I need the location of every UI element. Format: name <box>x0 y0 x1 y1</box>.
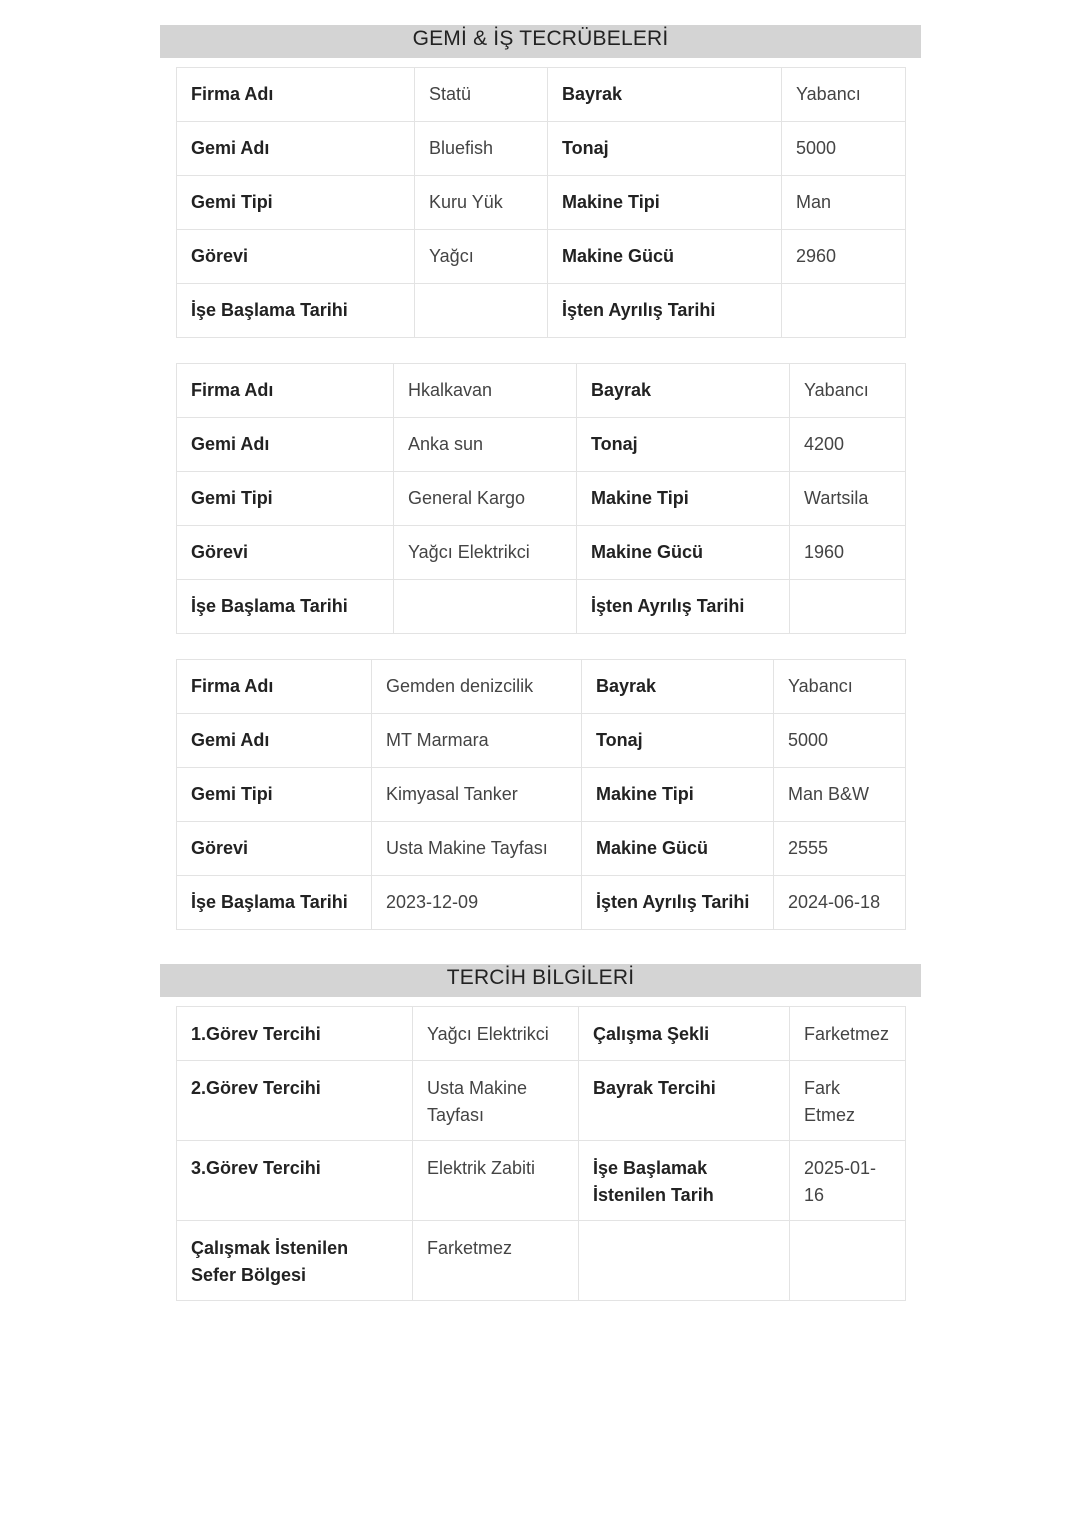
table-row <box>177 1221 906 1301</box>
table-row <box>177 1007 906 1061</box>
tonaj-value: 5000 <box>774 714 906 768</box>
table-row <box>177 418 906 472</box>
makine-gucu-value: 2960 <box>782 230 906 284</box>
table-row <box>177 122 906 176</box>
pref-label-1: 1.Görev Tercihi <box>177 1007 413 1061</box>
pref-value-2 <box>790 1221 906 1301</box>
gorevi-value: Usta Makine Tayfası <box>372 822 582 876</box>
gemi-adi-label: Gemi Adı <box>177 714 372 768</box>
tonaj-label: Tonaj <box>582 714 774 768</box>
pref-label-2 <box>579 1221 790 1301</box>
tonaj-label: Tonaj <box>577 418 790 472</box>
gemi-tipi-label: Gemi Tipi <box>177 176 415 230</box>
ayrilis-label: İşten Ayrılış Tarihi <box>582 876 774 930</box>
makine-tipi-value: Man B&W <box>774 768 906 822</box>
firma-value: Statü <box>415 68 548 122</box>
ayrilis-label: İşten Ayrılış Tarihi <box>577 580 790 634</box>
pref-value-2: Farketmez <box>790 1007 906 1061</box>
makine-gucu-value: 1960 <box>790 526 906 580</box>
experience-table-3 <box>176 659 906 930</box>
experience-table-1 <box>176 67 906 338</box>
makine-gucu-label: Makine Gücü <box>582 822 774 876</box>
baslama-value: 2023-12-09 <box>372 876 582 930</box>
gemi-adi-label: Gemi Adı <box>177 122 415 176</box>
table-row <box>177 714 906 768</box>
pref-value-1: Yağcı Elektrikci <box>413 1007 579 1061</box>
gemi-adi-value: Anka sun <box>394 418 577 472</box>
baslama-value <box>415 284 548 338</box>
baslama-label: İşe Başlama Tarihi <box>177 580 394 634</box>
gemi-adi-label: Gemi Adı <box>177 418 394 472</box>
table-row <box>177 580 906 634</box>
pref-value-2: 2025-01-16 <box>790 1141 906 1221</box>
pref-label-2: Bayrak Tercihi <box>579 1061 790 1141</box>
bayrak-value: Yabancı <box>790 364 906 418</box>
bayrak-label: Bayrak <box>548 68 782 122</box>
ayrilis-value: 2024-06-18 <box>774 876 906 930</box>
firma-label: Firma Adı <box>177 68 415 122</box>
baslama-label: İşe Başlama Tarihi <box>177 876 372 930</box>
ayrilis-value <box>790 580 906 634</box>
baslama-label: İşe Başlama Tarihi <box>177 284 415 338</box>
tonaj-label: Tonaj <box>548 122 782 176</box>
gemi-tipi-label: Gemi Tipi <box>177 472 394 526</box>
gemi-tipi-value: Kimyasal Tanker <box>372 768 582 822</box>
gorevi-value: Yağcı Elektrikci <box>394 526 577 580</box>
bayrak-label: Bayrak <box>582 660 774 714</box>
baslama-value <box>394 580 577 634</box>
table-row <box>177 660 906 714</box>
tonaj-value: 4200 <box>790 418 906 472</box>
table-row <box>177 1141 906 1221</box>
pref-value-2: Fark Etmez <box>790 1061 906 1141</box>
firma-value: Hkalkavan <box>394 364 577 418</box>
gorevi-label: Görevi <box>177 230 415 284</box>
experience-section-title: GEMİ & İŞ TECRÜBELERİ <box>160 25 921 58</box>
gemi-tipi-label: Gemi Tipi <box>177 768 372 822</box>
gemi-adi-value: MT Marmara <box>372 714 582 768</box>
pref-value-1: Farketmez <box>413 1221 579 1301</box>
gorevi-label: Görevi <box>177 822 372 876</box>
gemi-adi-value: Bluefish <box>415 122 548 176</box>
bayrak-label: Bayrak <box>577 364 790 418</box>
tonaj-value: 5000 <box>782 122 906 176</box>
table-row <box>177 284 906 338</box>
makine-gucu-label: Makine Gücü <box>548 230 782 284</box>
experience-table-2 <box>176 363 906 634</box>
firma-value: Gemden denizcilik <box>372 660 582 714</box>
table-row <box>177 68 906 122</box>
table-row <box>177 176 906 230</box>
pref-label-2: İşe Başlamak İstenilen Tarih <box>579 1141 790 1221</box>
firma-label: Firma Adı <box>177 660 372 714</box>
ayrilis-label: İşten Ayrılış Tarihi <box>548 284 782 338</box>
makine-tipi-value: Man <box>782 176 906 230</box>
makine-tipi-value: Wartsila <box>790 472 906 526</box>
makine-gucu-value: 2555 <box>774 822 906 876</box>
gemi-tipi-value: Kuru Yük <box>415 176 548 230</box>
makine-gucu-label: Makine Gücü <box>577 526 790 580</box>
pref-label-2: Çalışma Şekli <box>579 1007 790 1061</box>
table-row <box>177 768 906 822</box>
gemi-tipi-value: General Kargo <box>394 472 577 526</box>
bayrak-value: Yabancı <box>782 68 906 122</box>
makine-tipi-label: Makine Tipi <box>582 768 774 822</box>
table-row <box>177 230 906 284</box>
ayrilis-value <box>782 284 906 338</box>
table-row <box>177 472 906 526</box>
preferences-table <box>176 1006 906 1301</box>
makine-tipi-label: Makine Tipi <box>548 176 782 230</box>
preferences-section-title: TERCİH BİLGİLERİ <box>160 964 921 997</box>
pref-label-1: Çalışmak İstenilen Sefer Bölgesi <box>177 1221 413 1301</box>
pref-label-1: 3.Görev Tercihi <box>177 1141 413 1221</box>
table-row <box>177 876 906 930</box>
bayrak-value: Yabancı <box>774 660 906 714</box>
table-row <box>177 822 906 876</box>
makine-tipi-label: Makine Tipi <box>577 472 790 526</box>
table-row <box>177 364 906 418</box>
pref-value-1: Elektrik Zabiti <box>413 1141 579 1221</box>
gorevi-label: Görevi <box>177 526 394 580</box>
table-row <box>177 1061 906 1141</box>
table-row <box>177 526 906 580</box>
gorevi-value: Yağcı <box>415 230 548 284</box>
pref-label-1: 2.Görev Tercihi <box>177 1061 413 1141</box>
pref-value-1: Usta Makine Tayfası <box>413 1061 579 1141</box>
firma-label: Firma Adı <box>177 364 394 418</box>
